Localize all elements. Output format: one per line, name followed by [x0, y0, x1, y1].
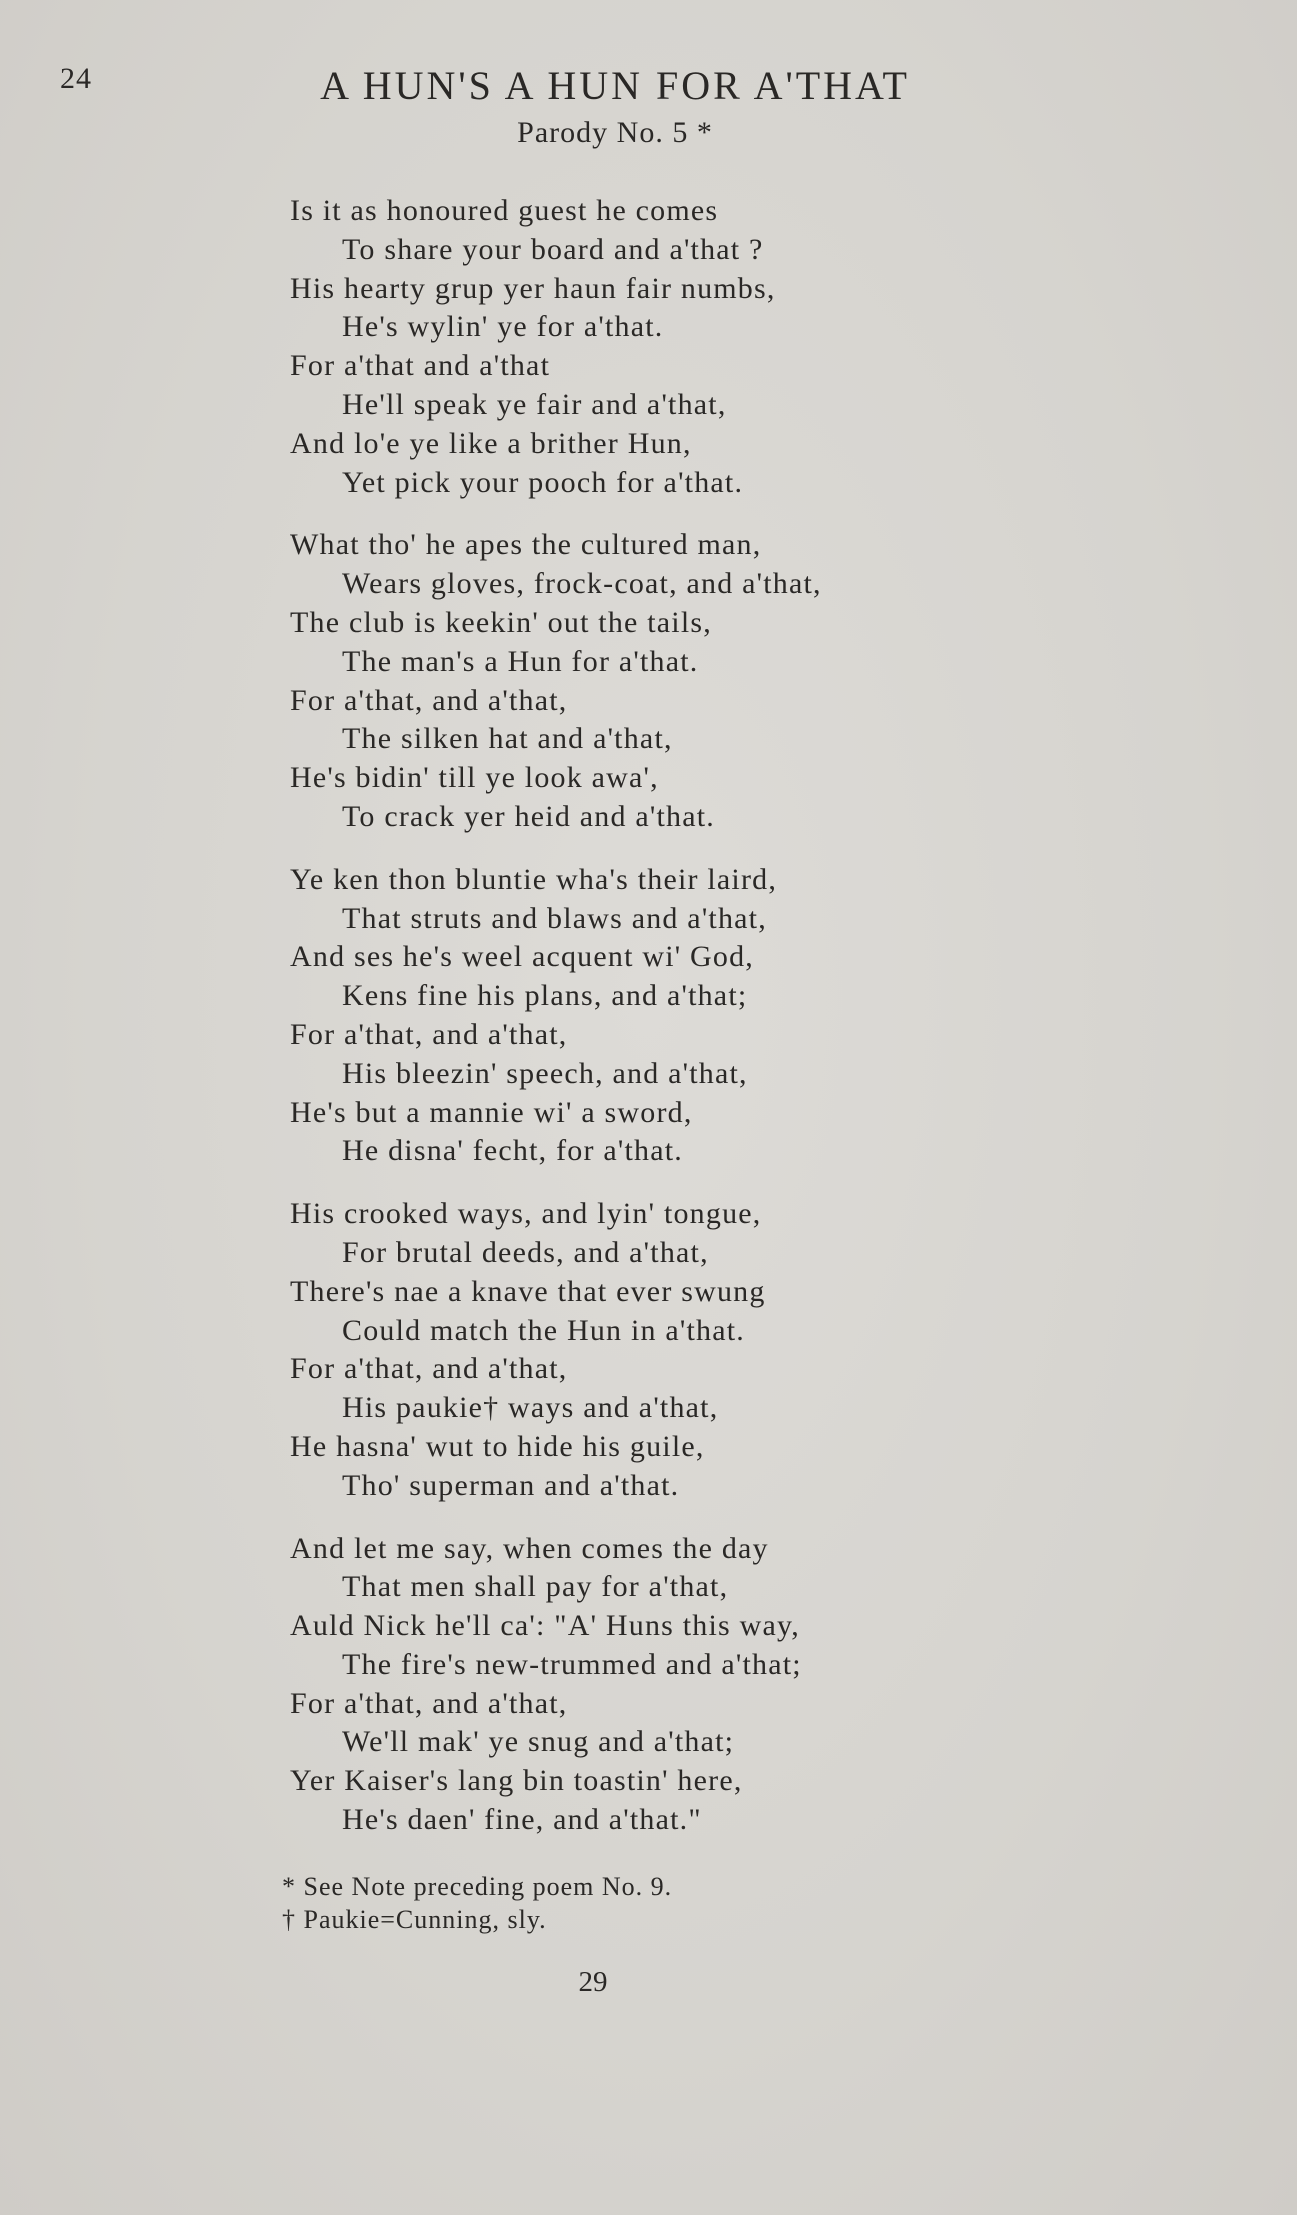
poem-line: He hasna' wut to hide his guile, — [290, 1429, 705, 1463]
poem-line: What tho' he apes the cultured man, — [290, 528, 762, 562]
poem-line: He's wylin' ye for a'that. — [342, 310, 664, 344]
poem-line: We'll mak' ye snug and a'that; — [342, 1725, 735, 1759]
poem-line: Tho' superman and a'that. — [342, 1468, 680, 1502]
poem-line: And let me say, when comes the day — [290, 1531, 769, 1565]
poem-line: He'll speak ye fair and a'that, — [342, 387, 727, 421]
poem-line: And ses he's weel acquent wi' God, — [290, 940, 755, 974]
poem-line: He's but a mannie wi' a sword, — [290, 1095, 693, 1129]
poem-line: For a'that, and a'that, — [290, 1352, 568, 1386]
poem-line: The club is keekin' out the tails, — [290, 605, 712, 639]
poem-line: The silken hat and a'that, — [342, 722, 673, 756]
poem-line: Is it as honoured guest he comes — [290, 194, 719, 227]
poem-line: Yet pick your pooch for a'that. — [342, 465, 744, 499]
poem-line: For a'that, and a'that, — [290, 1686, 568, 1720]
poem-line: Yer Kaiser's lang bin toastin' here, — [290, 1764, 743, 1798]
footnote: * See Note preceding poem No. 9. — [282, 1872, 673, 1901]
stanza-2 — [290, 526, 1070, 836]
poem-line: His paukie† ways and a'that, — [342, 1391, 719, 1425]
stanza-1 — [290, 192, 1070, 502]
poem-line: That men shall pay for a'that, — [342, 1570, 729, 1604]
poem-line: He's daen' fine, and a'that." — [342, 1803, 702, 1837]
poem-line: That struts and blaws and a'that, — [342, 901, 767, 935]
poem-line: Ye ken thon bluntie wha's their laird, — [290, 862, 778, 896]
poem-line: For a'that, and a'that, — [290, 683, 568, 717]
stanza-4 — [290, 1195, 1070, 1505]
poem-line: His bleezin' speech, and a'that, — [342, 1056, 748, 1090]
poem-line: He disna' fecht, for a'that. — [342, 1134, 683, 1168]
poem-line: Auld Nick he'll ca': "A' Huns this way, — [290, 1609, 800, 1643]
poem-line: Wears gloves, frock-coat, and a'that, — [342, 567, 822, 601]
poem-line: To crack yer heid and a'that. — [342, 799, 715, 833]
poem-line: His hearty grup yer haun fair numbs, — [290, 271, 776, 305]
poem-line: And lo'e ye like a brither Hun, — [290, 426, 692, 460]
poem-line: The fire's new-trummed and a'that; — [342, 1647, 802, 1681]
poem-line: For a'that, and a'that, — [290, 1017, 568, 1051]
footnotes — [282, 1870, 982, 1936]
stanza-5 — [290, 1530, 1070, 1840]
poem-subtitle: Parody No. 5 * — [517, 116, 713, 149]
stanza-3 — [290, 861, 1070, 1171]
poem-line: He's bidin' till ye look awa', — [290, 761, 659, 795]
poem-line: For brutal deeds, and a'that, — [342, 1235, 709, 1269]
poem-title: A HUN'S A HUN FOR A'THAT — [320, 63, 910, 108]
poem-number: 24 — [60, 62, 92, 95]
poem-body — [290, 192, 1070, 1864]
page-number: 29 — [578, 1966, 608, 1998]
poem-line: To share your board and a'that ? — [342, 232, 764, 266]
poem-line: Could match the Hun in a'that. — [342, 1313, 746, 1347]
poem-line: The man's a Hun for a'that. — [342, 644, 699, 678]
footnote: † Paukie=Cunning, sly. — [282, 1905, 547, 1934]
poem-line: For a'that and a'that — [290, 349, 551, 383]
poem-line: His crooked ways, and lyin' tongue, — [290, 1197, 762, 1231]
poem-line: Kens fine his plans, and a'that; — [342, 979, 748, 1013]
poem-line: There's nae a knave that ever swung — [290, 1274, 766, 1308]
